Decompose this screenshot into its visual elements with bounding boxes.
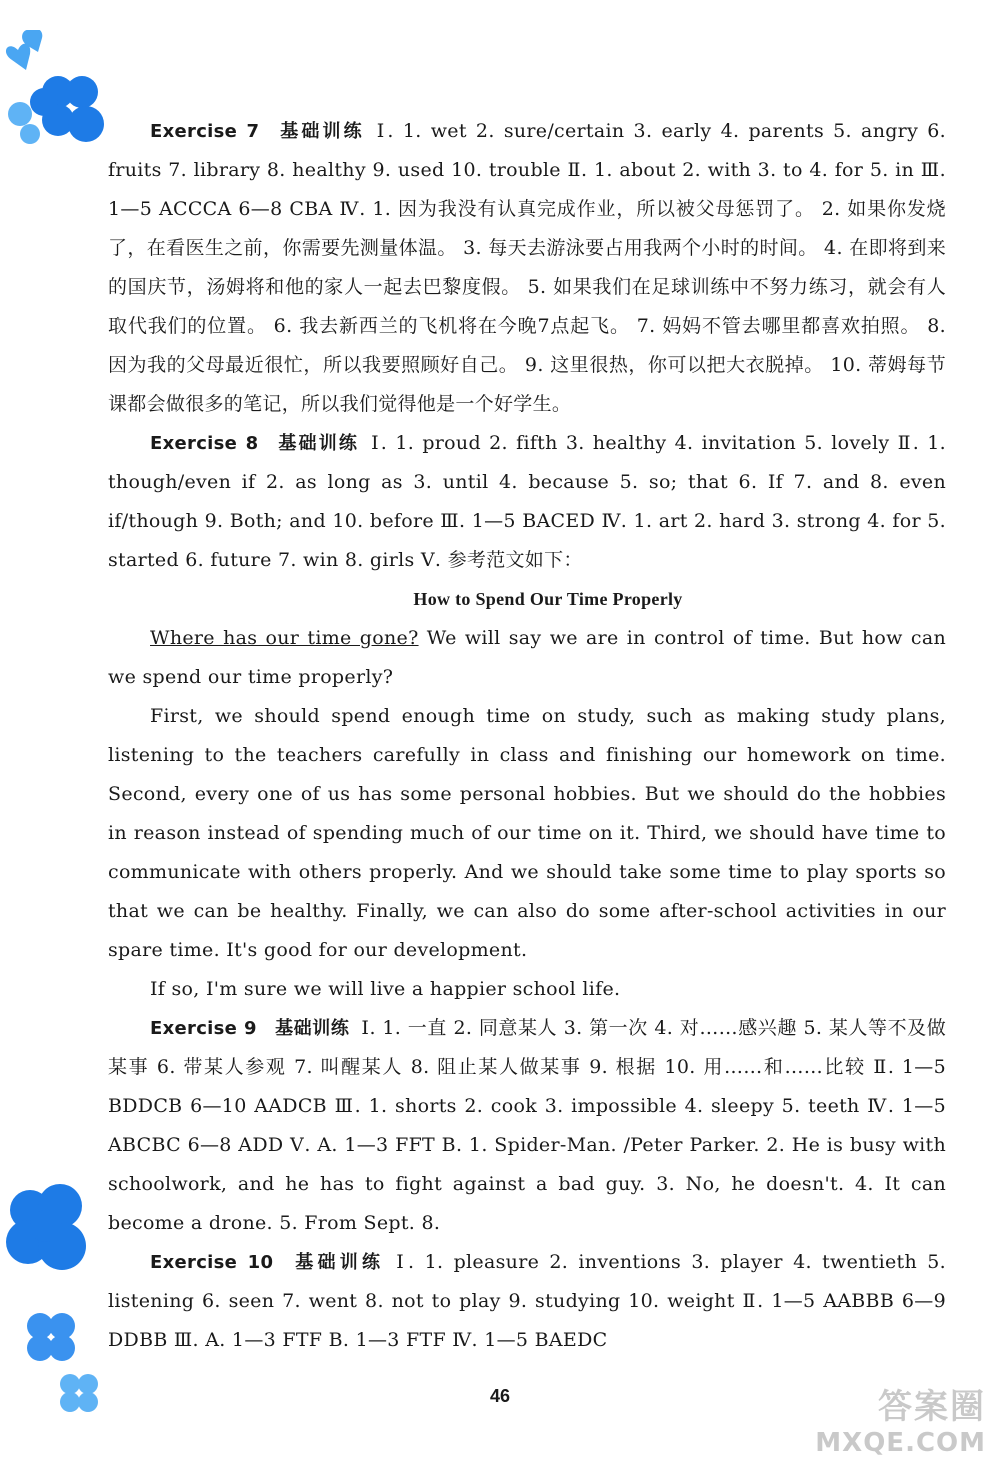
clover-decoration-top: [0, 30, 120, 160]
watermark-line-2: MXQE.COM: [815, 1428, 986, 1458]
exercise-8-subtitle: 基础训练: [276, 433, 360, 454]
exercise-7-answers: Ⅰ. 1. wet 2. sure/certain 3. early 4. parents 5. angry 6. fruits 7. library 8. healthy 9. used 10. trouble Ⅱ. 1. about 2. with 3. to 4. for 5. in Ⅲ. 1—5 ACCCA 6—8 CBA Ⅳ. 1. 因为我没有认真完成作业，所以被父母惩罚了。 2. 如果你发烧了，在看医生之前，你需要先测量体温。 3. 每天去游泳要占用我两个小时的时间。 4. 在即将到来的国庆节，汤姆将和他的家人一起去巴黎度假。 5. 如果我们在足球训练中不努力练习，就会有人取代我们的位置。 6. 我去新西兰的飞机将在今晚7点起飞。 7. 妈妈不管去哪里都喜欢拍照。 8. 因为我的父母最近很忙，所以我要照顾好自己。 9. 这里很热，你可以把大衣脱掉。 10. 蒂姆每节课都会做很多的笔记，所以我们觉得他是一个好学生。: [108, 120, 946, 415]
exercise-8-title: Exercise 8: [150, 433, 259, 454]
exercise-9-subtitle: 基础训练: [274, 1018, 350, 1039]
watermark-line-1: 答案圈: [878, 1387, 986, 1427]
essay-underlined-question: Where has our time gone?: [150, 627, 419, 649]
exercise-9-answers: Ⅰ. 1. 一直 2. 同意某人 3. 第一次 4. 对……感兴趣 5. 某人等不及做某事 6. 带某人参观 7. 叫醒某人 8. 阻止某人做某事 9. 根据 10. 用……和……比较 Ⅱ. 1—5 BDDCB 6—10 AADCB Ⅲ. 1. shorts 2. cook 3. impossible 4. sleepy 5. teeth Ⅳ. 1—5 ABCBC 6—8 ADD Ⅴ. A. 1—3 FFT B. 1. Spider-Man. /Peter Parker. 2. He is busy with schoolwork, and he has to fight against a bad guy. 3. No, he doesn't. 4. It can become a drone. 5. From Sept. 8.: [108, 1017, 947, 1234]
sample-essay: [108, 580, 946, 1009]
exercise-7-title: Exercise 7: [150, 121, 260, 142]
exercise-9-title: Exercise 9: [150, 1018, 257, 1039]
exercise-7-subtitle: 基础训练: [277, 121, 365, 142]
watermark-logo: [815, 1379, 986, 1458]
exercise-8-answers: Ⅰ. 1. proud 2. fifth 3. healthy 4. invitation 5. lovely Ⅱ. 1. though/even if 2. as long as 3. until 4. because 5. so; that 6. If 7. and 8. even if/though 9. Both; and 10. before Ⅲ. 1—5 BACED Ⅳ. 1. art 2. hard 3. strong 4. for 5. started 6. future 7. win 8. girls Ⅴ. 参考范文如下：: [108, 432, 946, 571]
essay-paragraph-3: If so, I'm sure we will live a happier school life.: [150, 978, 621, 1000]
exercise-10-title: Exercise 10: [150, 1252, 274, 1273]
exercise-8-block: [108, 424, 946, 580]
page-number: 46: [489, 1386, 511, 1406]
exercise-10-subtitle: 基础训练: [291, 1252, 385, 1273]
essay-paragraph-1-rest: We will say we are in control of time. But how can we spend our time properly?: [108, 627, 946, 688]
exercise-10-answers: Ⅰ. 1. pleasure 2. inventions 3. player 4. twentieth 5. listening 6. seen 7. went 8. not to play 9. studying 10. weight Ⅱ. 1—5 AABBB 6—9 DDBB Ⅲ. A. 1—3 FTF B. 1—3 FTF Ⅳ. 1—5 BAEDC: [108, 1251, 946, 1351]
exercise-7-block: [108, 112, 946, 424]
exercise-9-block: [108, 1009, 946, 1243]
exercise-10-block: [108, 1243, 946, 1360]
essay-paragraph-2: First, we should spend enough time on study, such as making study plans, listening to the teachers carefully in class and finishing our homework on time. Second, every one of us has some personal hobbies. But we should do the hobbies in reason instead of spending much of our time on it. Third, we should have time to communicate with others properly. And we should take some time to play sports so that we can be healthy. Finally, we can also do some after-school activities in our spare time. It's good for our development.: [108, 705, 946, 961]
essay-paragraph-1: [108, 619, 946, 697]
essay-title: How to Spend Our Time Properly: [413, 589, 683, 609]
answer-content: [108, 112, 946, 1360]
